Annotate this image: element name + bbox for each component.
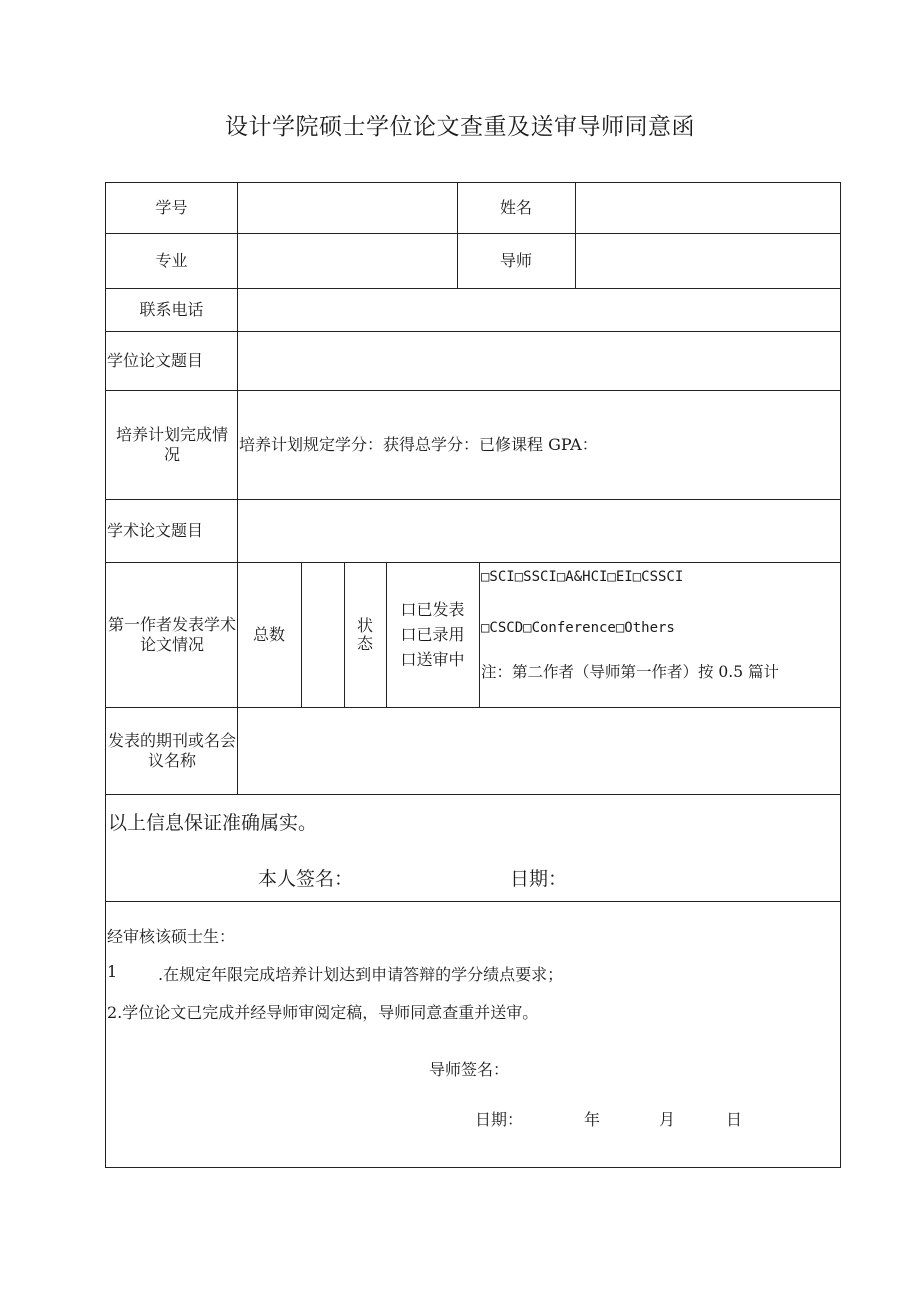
thesis-title-field[interactable]: [238, 332, 840, 389]
review-item1-number: 1: [107, 962, 118, 981]
index-note: 注：第二作者（导师第一作者）按 0.5 篇计: [481, 663, 780, 681]
row-divider: [106, 794, 840, 795]
paper-title-label: 学术论文题目: [107, 520, 204, 540]
status-label: 状态: [356, 615, 373, 653]
plan-content[interactable]: 培养计划规定学分：获得总学分：已修课程 GPA：: [239, 434, 598, 454]
phone-label: 联系电话: [139, 299, 204, 319]
advisor-label: 导师: [499, 250, 532, 270]
paper-title-field[interactable]: [238, 500, 840, 561]
year-label: 年: [584, 1110, 601, 1129]
status-option-published[interactable]: 口已发表: [400, 600, 465, 619]
index-options-line1[interactable]: □SCI□SSCI□A&HCI□EI□CSSCI: [481, 569, 684, 585]
name-field[interactable]: [576, 184, 840, 232]
index-options-line2[interactable]: □CSCD□Conference□Others: [481, 620, 675, 636]
first-author-label: 第一作者发表学术论文情况: [108, 614, 237, 654]
journal-label: 发表的期刊或名会议名称: [108, 730, 237, 770]
student-id-field[interactable]: [238, 184, 456, 232]
day-label: 日: [726, 1110, 743, 1129]
review-intro: 经审核该硕士生：: [107, 927, 236, 946]
status-option-accepted[interactable]: 口已录用: [400, 625, 465, 644]
status-options: [386, 562, 479, 707]
page-title: 设计学院硕士学位论文查重及送审导师同意函: [225, 114, 695, 140]
name-label: 姓名: [499, 198, 532, 217]
total-label: 总数: [252, 624, 285, 644]
review-item1-text: .在规定年限完成培养计划达到申请答辩的学分绩点要求；: [158, 965, 564, 984]
col-divider: [344, 562, 345, 707]
journal-field[interactable]: [238, 708, 840, 793]
student-id-label: 学号: [155, 198, 188, 217]
total-field[interactable]: [302, 563, 343, 706]
status-option-under-review[interactable]: 口送审中: [400, 650, 465, 669]
major-label: 专业: [155, 250, 188, 270]
signature-label: 本人签名：: [258, 868, 354, 890]
review-item2-text: 2.学位论文已完成并经导师审阅定稿，导师同意查重并送审。: [107, 1003, 539, 1022]
advisor-signature-label: 导师签名：: [429, 1060, 510, 1079]
month-label: 月: [659, 1110, 676, 1129]
thesis-title-label: 学位论文题目: [107, 350, 204, 370]
major-field[interactable]: [238, 234, 456, 287]
advisor-signature-field[interactable]: [514, 1049, 714, 1083]
advisor-date-label: 日期：: [475, 1110, 524, 1129]
consent-form: [105, 182, 841, 1168]
advisor-field[interactable]: [576, 234, 840, 287]
guarantee-text: 以上信息保证准确属实。: [108, 812, 318, 834]
date-label: 日期：: [510, 868, 568, 890]
plan-label: 培养计划完成情况: [115, 424, 228, 464]
date-field[interactable]: [566, 859, 766, 893]
phone-field[interactable]: [238, 289, 840, 330]
row-divider: [106, 901, 840, 902]
col-divider: [479, 562, 480, 707]
signature-field[interactable]: [356, 859, 496, 893]
